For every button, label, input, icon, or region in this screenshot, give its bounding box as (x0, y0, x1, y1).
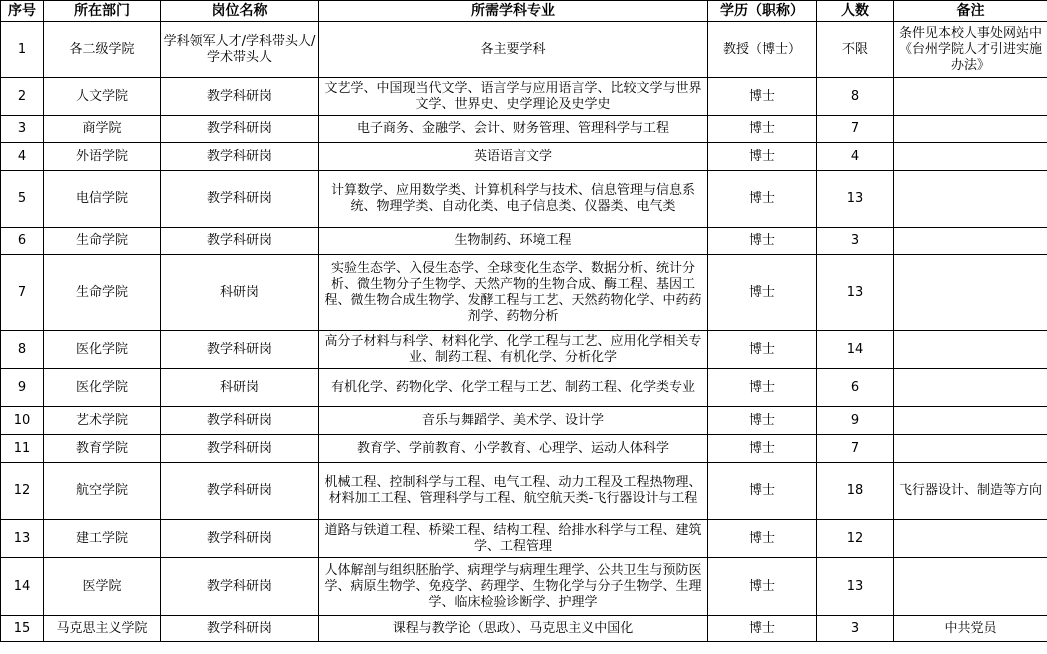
cell-seq: 12 (1, 463, 44, 520)
cell-note (894, 116, 1047, 143)
cell-count: 7 (817, 435, 894, 463)
cell-position: 教学科研岗 (161, 407, 319, 435)
cell-count: 4 (817, 143, 894, 171)
cell-note: 中共党员 (894, 616, 1047, 642)
cell-note (894, 228, 1047, 255)
cell-degree: 博士 (708, 463, 817, 520)
cell-position: 教学科研岗 (161, 78, 319, 116)
cell-note (894, 171, 1047, 228)
cell-seq: 15 (1, 616, 44, 642)
cell-note (894, 331, 1047, 369)
cell-major: 人体解剖与组织胚胎学、病理学与病理生理学、公共卫生与预防医学、病原生物学、免疫学、药理学、生物化学与分子生物学、生理学、临床检验诊断学、护理学 (319, 558, 708, 616)
cell-dept: 生命学院 (44, 255, 161, 331)
cell-dept: 教育学院 (44, 435, 161, 463)
cell-note (894, 369, 1047, 407)
cell-position: 教学科研岗 (161, 116, 319, 143)
header-dept: 所在部门 (44, 1, 161, 22)
cell-degree: 博士 (708, 435, 817, 463)
cell-note (894, 78, 1047, 116)
cell-dept: 商学院 (44, 116, 161, 143)
cell-major: 各主要学科 (319, 22, 708, 78)
cell-position: 教学科研岗 (161, 435, 319, 463)
cell-seq: 11 (1, 435, 44, 463)
header-note: 备注 (894, 1, 1047, 22)
cell-count: 13 (817, 255, 894, 331)
header-degree: 学历（职称） (708, 1, 817, 22)
cell-count: 9 (817, 407, 894, 435)
cell-position: 教学科研岗 (161, 558, 319, 616)
cell-count: 12 (817, 520, 894, 558)
header-major: 所需学科专业 (319, 1, 708, 22)
cell-count: 3 (817, 616, 894, 642)
cell-dept: 航空学院 (44, 463, 161, 520)
cell-position: 教学科研岗 (161, 520, 319, 558)
cell-seq: 9 (1, 369, 44, 407)
cell-seq: 10 (1, 407, 44, 435)
cell-major: 音乐与舞蹈学、美术学、设计学 (319, 407, 708, 435)
cell-dept: 马克思主义学院 (44, 616, 161, 642)
cell-degree: 博士 (708, 255, 817, 331)
cell-position: 教学科研岗 (161, 616, 319, 642)
table-row (1, 558, 1047, 616)
cell-major: 课程与教学论（思政）、马克思主义中国化 (319, 616, 708, 642)
cell-position: 教学科研岗 (161, 143, 319, 171)
cell-seq: 4 (1, 143, 44, 171)
table-row (1, 616, 1047, 642)
cell-major: 电子商务、金融学、会计、财务管理、管理科学与工程 (319, 116, 708, 143)
cell-major: 高分子材料与科学、材料化学、化学工程与工艺、应用化学相关专业、制药工程、有机化学、分析化学 (319, 331, 708, 369)
cell-count: 13 (817, 171, 894, 228)
cell-major: 机械工程、控制科学与工程、电气工程、动力工程及工程热物理、材料加工工程、管理科学与工程、航空航天类-飞行器设计与工程 (319, 463, 708, 520)
cell-degree: 博士 (708, 369, 817, 407)
cell-seq: 7 (1, 255, 44, 331)
cell-dept: 建工学院 (44, 520, 161, 558)
cell-position: 科研岗 (161, 255, 319, 331)
table-row (1, 22, 1047, 78)
cell-major: 文艺学、中国现当代文学、语言学与应用语言学、比较文学与世界文学、世界史、史学理论及史学史 (319, 78, 708, 116)
cell-degree: 博士 (708, 228, 817, 255)
cell-degree: 博士 (708, 616, 817, 642)
cell-seq: 2 (1, 78, 44, 116)
cell-dept: 各二级学院 (44, 22, 161, 78)
cell-major: 计算数学、应用数学类、计算机科学与技术、信息管理与信息系统、物理学类、自动化类、电子信息类、仪器类、电气类 (319, 171, 708, 228)
cell-degree: 博士 (708, 78, 817, 116)
cell-dept: 生命学院 (44, 228, 161, 255)
cell-degree: 博士 (708, 171, 817, 228)
cell-dept: 医化学院 (44, 369, 161, 407)
cell-count: 18 (817, 463, 894, 520)
cell-seq: 1 (1, 22, 44, 78)
cell-count: 不限 (817, 22, 894, 78)
cell-dept: 医学院 (44, 558, 161, 616)
cell-degree: 博士 (708, 143, 817, 171)
cell-major: 英语语言文学 (319, 143, 708, 171)
cell-note: 飞行器设计、制造等方向 (894, 463, 1047, 520)
cell-note: 条件见本校人事处网站中《台州学院人才引进实施办法》 (894, 22, 1047, 78)
cell-count: 6 (817, 369, 894, 407)
cell-major: 有机化学、药物化学、化学工程与工艺、制药工程、化学类专业 (319, 369, 708, 407)
cell-degree: 博士 (708, 520, 817, 558)
cell-count: 8 (817, 78, 894, 116)
table-row (1, 407, 1047, 435)
cell-degree: 博士 (708, 331, 817, 369)
header-row (1, 1, 1047, 22)
cell-major: 教育学、学前教育、小学教育、心理学、运动人体科学 (319, 435, 708, 463)
header-count: 人数 (817, 1, 894, 22)
table-row (1, 463, 1047, 520)
cell-count: 7 (817, 116, 894, 143)
cell-note (894, 407, 1047, 435)
cell-note (894, 143, 1047, 171)
table-row (1, 435, 1047, 463)
cell-degree: 博士 (708, 407, 817, 435)
table-row (1, 520, 1047, 558)
cell-seq: 3 (1, 116, 44, 143)
cell-major: 道路与铁道工程、桥梁工程、结构工程、给排水科学与工程、建筑学、工程管理 (319, 520, 708, 558)
cell-dept: 电信学院 (44, 171, 161, 228)
cell-major: 实验生态学、入侵生态学、全球变化生态学、数据分析、统计分析、微生物分子生物学、天然产物的生物合成、酶工程、基因工程、微生物合成生物学、发酵工程与工艺、天然药物化学、中药药剂学、药物分析 (319, 255, 708, 331)
cell-degree: 教授（博士） (708, 22, 817, 78)
table-row (1, 116, 1047, 143)
table-row (1, 171, 1047, 228)
cell-seq: 14 (1, 558, 44, 616)
cell-position: 教学科研岗 (161, 331, 319, 369)
table-row (1, 369, 1047, 407)
cell-major: 生物制药、环境工程 (319, 228, 708, 255)
cell-degree: 博士 (708, 558, 817, 616)
table-row (1, 331, 1047, 369)
cell-count: 14 (817, 331, 894, 369)
header-position: 岗位名称 (161, 1, 319, 22)
cell-position: 教学科研岗 (161, 171, 319, 228)
cell-note (894, 520, 1047, 558)
table-row (1, 255, 1047, 331)
cell-note (894, 435, 1047, 463)
cell-seq: 13 (1, 520, 44, 558)
cell-dept: 人文学院 (44, 78, 161, 116)
cell-count: 3 (817, 228, 894, 255)
table-row (1, 228, 1047, 255)
cell-position: 教学科研岗 (161, 228, 319, 255)
cell-seq: 5 (1, 171, 44, 228)
cell-count: 13 (817, 558, 894, 616)
table-row (1, 143, 1047, 171)
cell-note (894, 558, 1047, 616)
cell-position: 学科领军人才/学科带头人/学术带头人 (161, 22, 319, 78)
cell-position: 科研岗 (161, 369, 319, 407)
cell-note (894, 255, 1047, 331)
cell-seq: 8 (1, 331, 44, 369)
cell-degree: 博士 (708, 116, 817, 143)
cell-dept: 外语学院 (44, 143, 161, 171)
cell-seq: 6 (1, 228, 44, 255)
header-seq: 序号 (1, 1, 44, 22)
cell-dept: 医化学院 (44, 331, 161, 369)
table-row (1, 78, 1047, 116)
cell-dept: 艺术学院 (44, 407, 161, 435)
cell-position: 教学科研岗 (161, 463, 319, 520)
